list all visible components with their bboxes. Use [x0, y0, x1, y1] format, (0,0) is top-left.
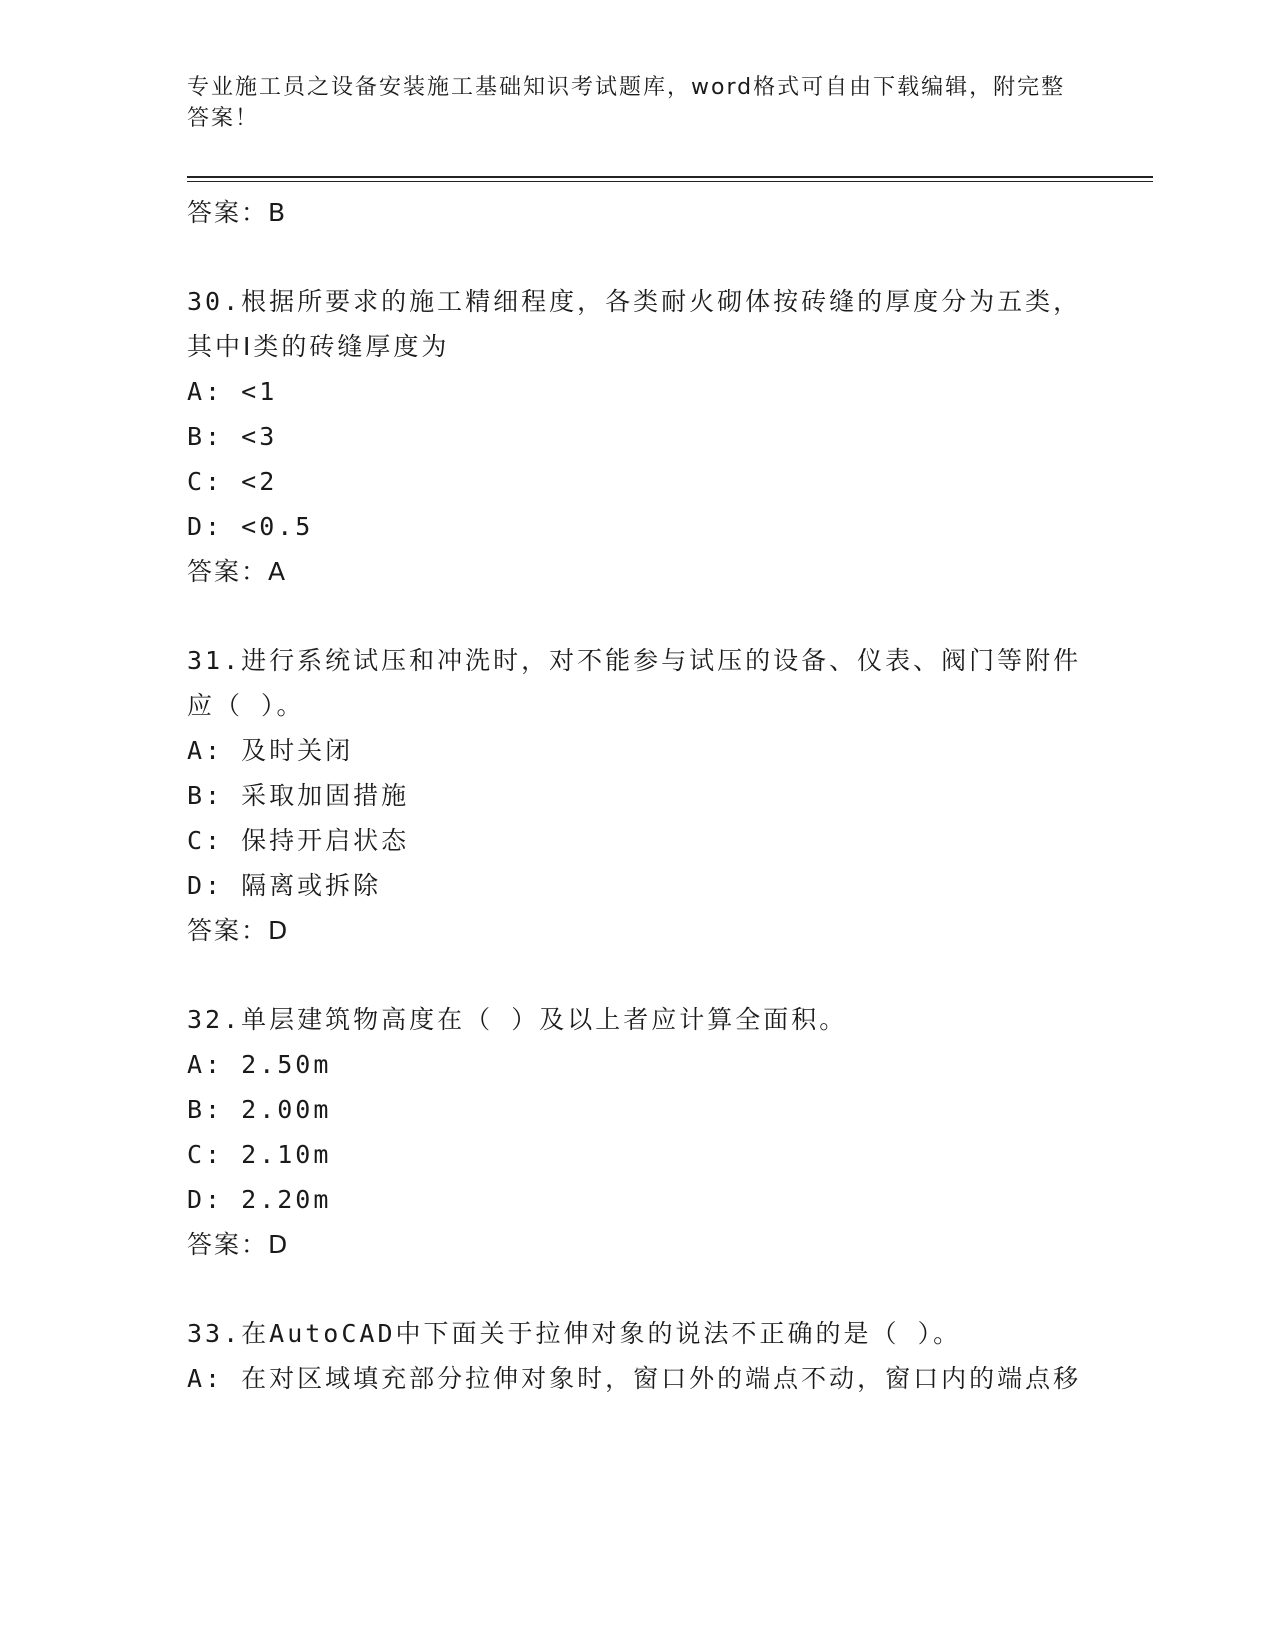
option-c: C: 2.10m: [187, 1140, 332, 1169]
question-text: 33.在AutoCAD中下面关于拉伸对象的说法不正确的是（ ）。: [187, 1319, 962, 1348]
question-text: 32.单层建筑物高度在（ ）及以上者应计算全面积。: [187, 1005, 848, 1034]
option-c: C: 保持开启状态: [187, 826, 410, 855]
answer-line: 答案：D: [187, 1230, 290, 1259]
option-b: B: <3: [187, 422, 278, 451]
question-text: 31.进行系统试压和冲洗时，对不能参与试压的设备、仪表、阀门等附件应（ ）。: [187, 646, 1082, 720]
option-b: B: 采取加固措施: [187, 781, 410, 810]
question-30: [187, 279, 1087, 594]
option-a: A: <1: [187, 377, 278, 406]
question-32: [187, 997, 1087, 1267]
answer-line: 答案：B: [187, 198, 288, 227]
option-a: A: 2.50m: [187, 1050, 332, 1079]
option-c: C: <2: [187, 467, 278, 496]
question-text: 30.根据所要求的施工精细程度，各类耐火砌体按砖缝的厚度分为五类，其中Ⅰ类的砖缝厚度为: [187, 287, 1082, 361]
question-31: [187, 638, 1087, 953]
option-d: D: <0.5: [187, 512, 314, 541]
document-header: 专业施工员之设备安装施工基础知识考试题库，word格式可自由下载编辑，附完整答案！: [187, 75, 1066, 131]
option-b: B: 2.00m: [187, 1095, 332, 1124]
option-a: A: 及时关闭: [187, 736, 354, 765]
document-body: [187, 190, 1087, 1401]
option-d: D: 隔离或拆除: [187, 871, 382, 900]
option-d: D: 2.20m: [187, 1185, 332, 1214]
answer-line: 答案：A: [187, 557, 288, 586]
option-a: A: 在对区域填充部分拉伸对象时，窗口外的端点不动，窗口内的端点移: [187, 1364, 1082, 1393]
header-divider-thick: [187, 176, 1153, 178]
answer-line: 答案：D: [187, 916, 290, 945]
header-divider-thin: [187, 181, 1153, 182]
question-33: [187, 1311, 1087, 1401]
